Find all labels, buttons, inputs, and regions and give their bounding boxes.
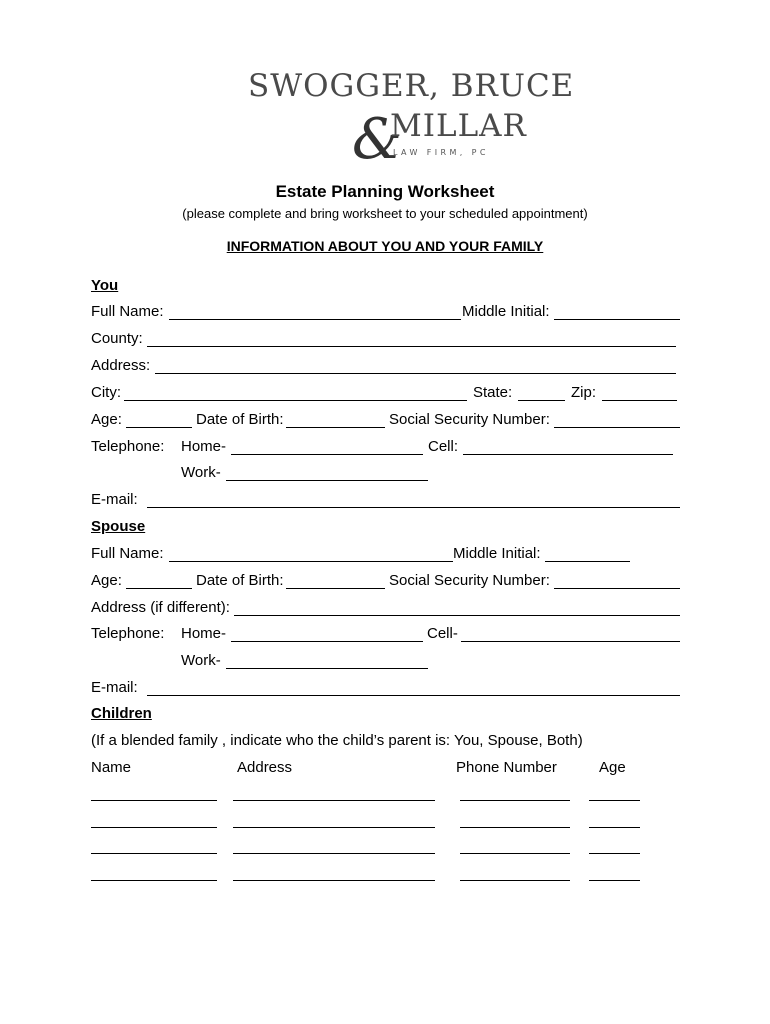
spouse-home-label: Home- bbox=[181, 625, 227, 642]
spouse-dob-field[interactable] bbox=[286, 588, 385, 589]
spouse-heading: Spouse bbox=[91, 518, 146, 535]
you-address-field[interactable] bbox=[155, 373, 676, 374]
logo-ampersand: & bbox=[352, 107, 402, 172]
spouse-work-phone-field[interactable] bbox=[226, 668, 428, 669]
spouse-age-label: Age: bbox=[91, 572, 122, 589]
spouse-telephone-label: Telephone: bbox=[91, 625, 165, 642]
you-heading: You bbox=[91, 277, 119, 294]
spouse-middle-initial-label: Middle Initial: bbox=[453, 545, 541, 562]
col-header-age: Age bbox=[599, 759, 626, 776]
firm-logo bbox=[248, 68, 575, 172]
spouse-age-field[interactable] bbox=[126, 588, 192, 589]
child-1-name-field[interactable] bbox=[91, 800, 217, 801]
you-middle-initial-field[interactable] bbox=[554, 319, 680, 320]
you-state-label: State: bbox=[473, 384, 513, 401]
you-city-field[interactable] bbox=[124, 400, 467, 401]
you-ssn-field[interactable] bbox=[554, 427, 680, 428]
spouse-cell-phone-field[interactable] bbox=[461, 641, 680, 642]
col-header-address: Address bbox=[237, 759, 293, 776]
child-3-age-field[interactable] bbox=[589, 853, 640, 854]
spouse-home-phone-field[interactable] bbox=[231, 641, 423, 642]
spouse-full-name-label: Full Name: bbox=[91, 545, 164, 562]
spouse-full-name-field[interactable] bbox=[169, 561, 453, 562]
child-4-phone-field[interactable] bbox=[460, 880, 570, 881]
spouse-address-label: Address (if different): bbox=[91, 599, 230, 616]
children-note: (If a blended family , indicate who the child’s parent is: You, Spouse, Both) bbox=[91, 732, 583, 749]
you-county-label: County: bbox=[91, 330, 143, 347]
logo-text-line1: SWOGGER, BRUCE bbox=[248, 68, 575, 104]
child-2-address-field[interactable] bbox=[233, 827, 435, 828]
child-3-address-field[interactable] bbox=[233, 853, 435, 854]
you-address-label: Address: bbox=[91, 357, 151, 374]
logo-text-line2: MILLAR bbox=[390, 108, 527, 144]
spouse-address-field[interactable] bbox=[234, 615, 680, 616]
page-title: Estate Planning Worksheet bbox=[275, 182, 495, 201]
spouse-email-label: E-mail: bbox=[91, 679, 138, 696]
you-cell-phone-field[interactable] bbox=[463, 454, 673, 455]
you-work-phone-field[interactable] bbox=[226, 480, 428, 481]
child-2-name-field[interactable] bbox=[91, 827, 217, 828]
page-subtitle: (please complete and bring worksheet to your scheduled appointment) bbox=[182, 206, 588, 221]
section-heading-text: INFORMATION ABOUT YOU AND YOUR FAMILY bbox=[226, 238, 544, 254]
you-zip-field[interactable] bbox=[602, 400, 677, 401]
you-work-label: Work- bbox=[181, 464, 221, 481]
child-3-name-field[interactable] bbox=[91, 853, 217, 854]
child-4-age-field[interactable] bbox=[589, 880, 640, 881]
child-4-address-field[interactable] bbox=[233, 880, 435, 881]
child-1-age-field[interactable] bbox=[589, 800, 640, 801]
you-age-field[interactable] bbox=[126, 427, 192, 428]
you-full-name-label: Full Name: bbox=[91, 303, 164, 320]
you-dob-label: Date of Birth: bbox=[196, 411, 284, 428]
you-ssn-label: Social Security Number: bbox=[389, 411, 550, 428]
you-cell-label: Cell: bbox=[428, 438, 459, 455]
child-2-phone-field[interactable] bbox=[460, 827, 570, 828]
children-heading: Children bbox=[91, 705, 152, 722]
child-1-address-field[interactable] bbox=[233, 800, 435, 801]
spouse-ssn-label: Social Security Number: bbox=[389, 572, 550, 589]
you-city-label: City: bbox=[91, 384, 121, 401]
you-state-field[interactable] bbox=[518, 400, 565, 401]
spouse-email-field[interactable] bbox=[147, 695, 680, 696]
you-home-phone-field[interactable] bbox=[231, 454, 423, 455]
spouse-cell-label: Cell- bbox=[427, 625, 458, 642]
spouse-work-label: Work- bbox=[181, 652, 221, 669]
you-email-label: E-mail: bbox=[91, 491, 138, 508]
col-header-phone: Phone Number bbox=[456, 759, 557, 776]
you-county-field[interactable] bbox=[147, 346, 676, 347]
you-dob-field[interactable] bbox=[286, 427, 385, 428]
child-3-phone-field[interactable] bbox=[460, 853, 570, 854]
you-full-name-field[interactable] bbox=[169, 319, 461, 320]
child-4-name-field[interactable] bbox=[91, 880, 217, 881]
child-2-age-field[interactable] bbox=[589, 827, 640, 828]
you-telephone-label: Telephone: bbox=[91, 438, 165, 455]
section-heading bbox=[0, 238, 770, 254]
you-home-label: Home- bbox=[181, 438, 227, 455]
spouse-dob-label: Date of Birth: bbox=[196, 572, 284, 589]
you-age-label: Age: bbox=[91, 411, 122, 428]
col-header-name: Name bbox=[91, 759, 132, 776]
you-middle-initial-label: Middle Initial: bbox=[462, 303, 550, 320]
spouse-middle-initial-field[interactable] bbox=[545, 561, 630, 562]
logo-text-line3: LAW FIRM, PC bbox=[393, 148, 489, 157]
you-zip-label: Zip: bbox=[571, 384, 597, 401]
you-email-field[interactable] bbox=[147, 507, 680, 508]
child-1-phone-field[interactable] bbox=[460, 800, 570, 801]
spouse-ssn-field[interactable] bbox=[554, 588, 680, 589]
